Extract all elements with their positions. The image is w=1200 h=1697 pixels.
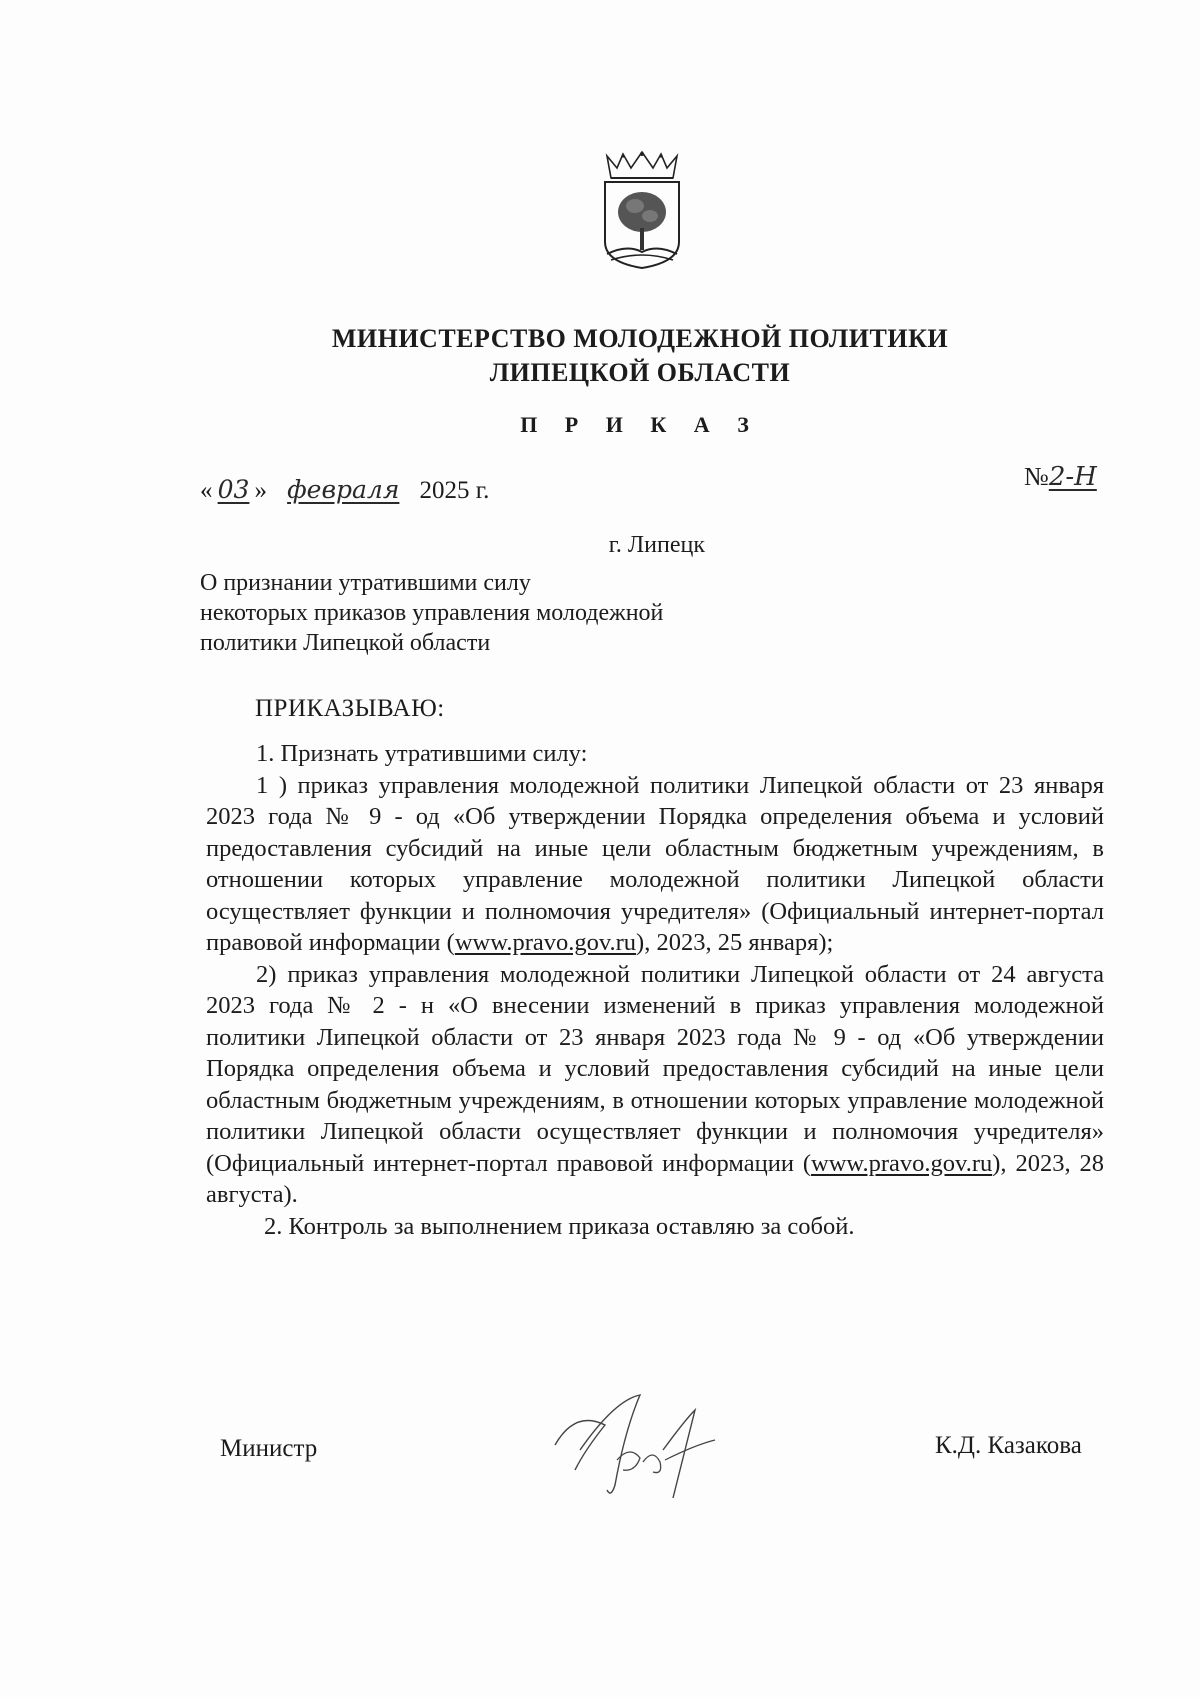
subject-line-1: О признании утратившими силу: [200, 570, 531, 596]
order-body: [206, 738, 1104, 1242]
signature-block: [0, 1390, 1200, 1500]
date-close-quote: »: [254, 477, 267, 504]
date-day-handwritten: 03: [217, 475, 250, 504]
order-number: [1024, 462, 1097, 492]
sub-item-2-tail: ), 2023, 28 августа).: [206, 1149, 1104, 1208]
ministry-name: [200, 322, 1080, 390]
order-number-value-handwritten: 2-Н: [1048, 462, 1097, 492]
sub-item-1-tail: ), 2023, 25 января);: [636, 929, 834, 956]
issue-city: г. Липецк: [608, 532, 705, 558]
subject-line-2: некоторых приказов управления молодежной: [200, 600, 664, 626]
date-open-quote: «: [200, 477, 213, 504]
signer-name: К.Д. Казакова: [935, 1432, 1082, 1459]
date-month-handwritten: февраля: [287, 475, 400, 504]
sub-item-1: [206, 770, 1104, 959]
sub-item-2-text: 2) приказ управления молодежной политики Липецкой области от 24 августа 2023 года № 2 - н «О внесении изменений в приказ управления молодежной политики Липецкой области от 23 января 2023 года № 9 - од «Об утверждении Порядка определения объема и условий предоставления субсидий на иные цели областным бюджетным учреждениям, в отношении которых управление молодежной политики Липецкой области осуществляет функции и полномочия учредителя» (Официальный интернет-портал правовой информации (: [206, 960, 1104, 1177]
order-date: [200, 475, 489, 505]
ministry-name-line2: ЛИПЕЦКОЙ ОБЛАСТИ: [489, 358, 791, 387]
sub-item-2-link[interactable]: www.pravo.gov.ru: [811, 1149, 993, 1177]
ministry-name-line1: МИНИСТЕРСТВО МОЛОДЕЖНОЙ ПОЛИТИКИ: [331, 324, 949, 353]
sub-item-2: [206, 959, 1104, 1211]
handwritten-signature: [545, 1390, 735, 1500]
order-number-prefix: №: [1024, 462, 1049, 491]
document-type-title: П Р И К А З: [520, 412, 760, 437]
sub-item-1-text: 1 ) приказ управления молодежной политики Липецкой области от 23 января 2023 года № 9 - од «Об утверждении Порядка определения объема и условий предоставления субсидий на иные цели областным бюджетным учреждениям, в отношении которых управление молодежной политики Липецкой области осуществляет функции и полномочия учредителя» (Официальный интернет-портал правовой информации (: [206, 771, 1104, 956]
item-2: 2. Контроль за выполнением приказа оставляю за собой.: [264, 1212, 855, 1240]
sub-item-1-link[interactable]: www.pravo.gov.ru: [454, 929, 637, 956]
coat-of-arms-emblem: [597, 150, 687, 270]
item-1: 1. Признать утратившими силу:: [256, 740, 588, 767]
signer-position: Министр: [220, 1435, 318, 1462]
decree-heading: ПРИКАЗЫВАЮ:: [255, 695, 445, 722]
date-year: 2025 г.: [419, 477, 490, 504]
subject-line-3: политики Липецкой области: [200, 630, 491, 656]
order-subject: [200, 568, 760, 658]
